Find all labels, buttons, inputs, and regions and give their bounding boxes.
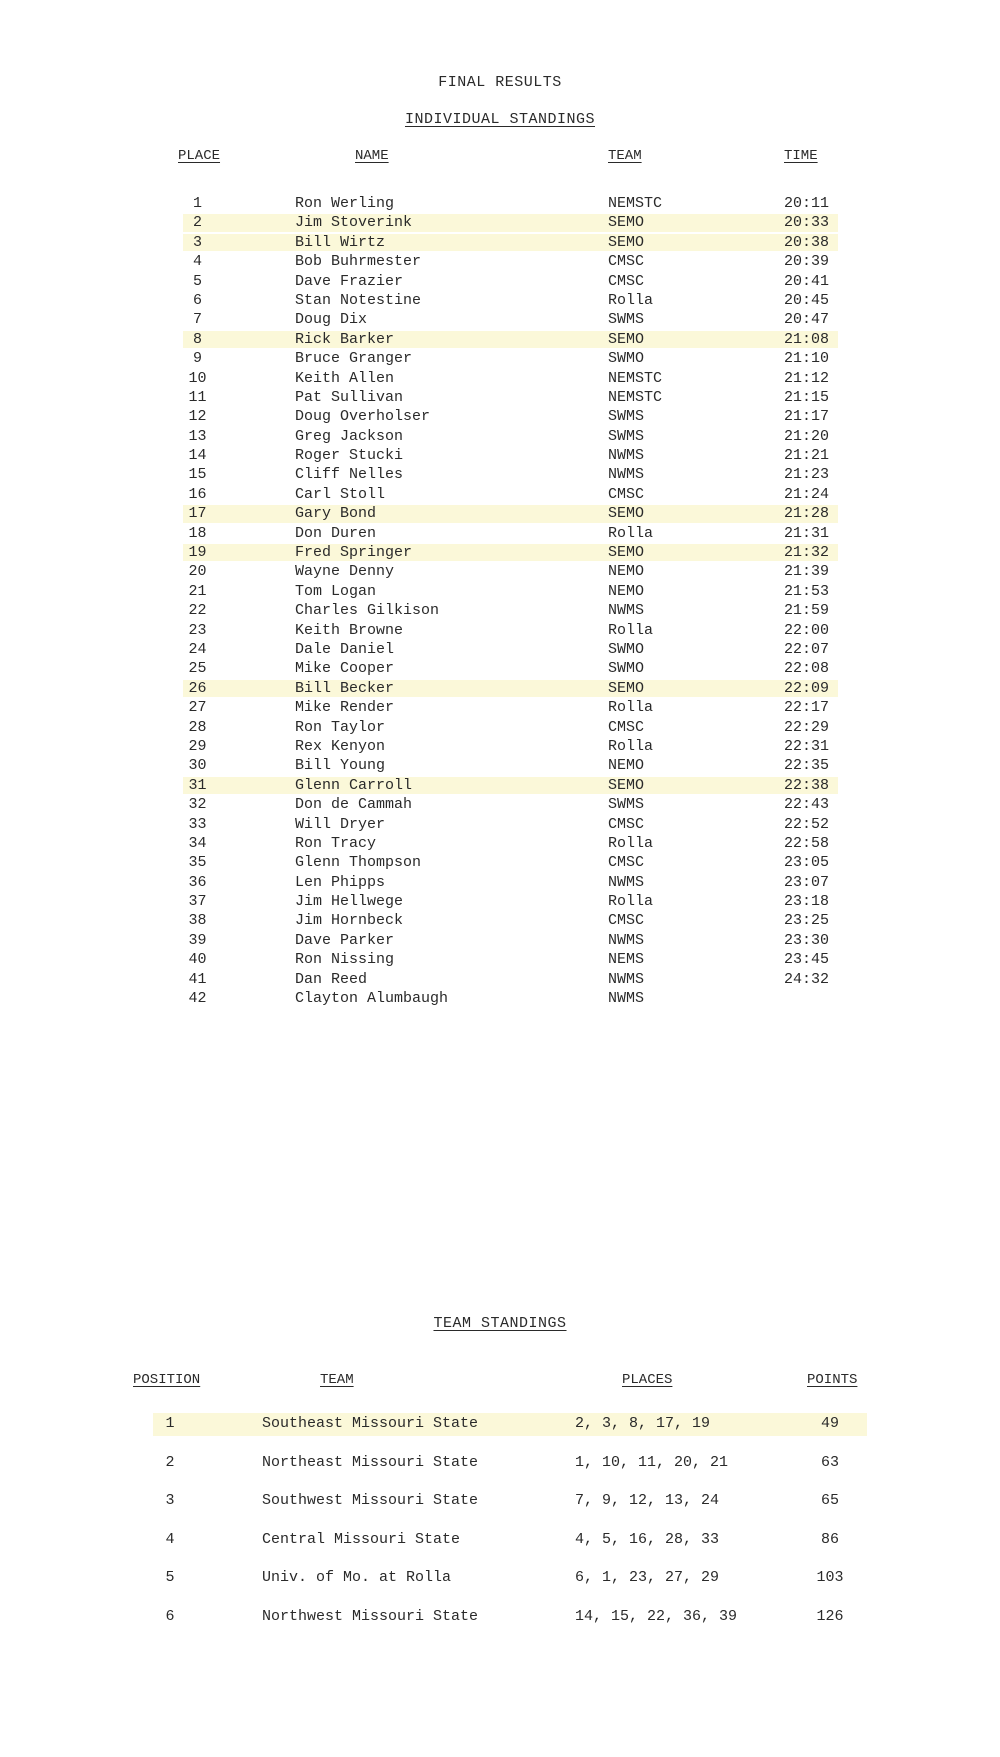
- row-highlight: [183, 214, 838, 231]
- place-cell: 27: [188, 699, 207, 717]
- team-cell: NWMS: [608, 466, 645, 484]
- place-cell: 7: [192, 311, 202, 329]
- name-cell: Will Dryer: [295, 815, 386, 833]
- name-cell: Stan Notestine: [295, 291, 422, 309]
- team-cell: NWMS: [608, 873, 645, 891]
- place-cell: 39: [188, 931, 207, 949]
- row-highlight: [183, 680, 838, 697]
- team-cell: CMSC: [608, 485, 645, 503]
- team-cell: NEMSTC: [608, 369, 663, 387]
- places-cell: 1, 10, 11, 20, 21: [575, 1453, 729, 1471]
- row-highlight: [183, 234, 838, 251]
- name-cell: Glenn Thompson: [295, 854, 422, 872]
- place-cell: 20: [188, 563, 207, 581]
- team-cell: CMSC: [608, 253, 645, 271]
- team-cell: SWMS: [608, 796, 645, 814]
- team-cell: CMSC: [608, 854, 645, 872]
- place-cell: 3: [192, 233, 202, 251]
- place-cell: 40: [188, 951, 207, 969]
- team-cell: NWMS: [608, 970, 645, 988]
- time-cell: 21:17: [784, 408, 830, 426]
- points-cell: 103: [816, 1569, 844, 1587]
- team-column-header: TEAM: [608, 148, 642, 164]
- team-cell: NWMS: [608, 931, 645, 949]
- place-cell: 9: [192, 350, 202, 368]
- name-cell: Fred Springer: [295, 544, 413, 562]
- name-cell: Charles Gilkison: [295, 602, 440, 620]
- table-row: [0, 834, 1000, 853]
- position-cell: 1: [165, 1415, 175, 1432]
- name-cell: Jim Stoverink: [295, 214, 413, 232]
- time-cell: 21:31: [784, 524, 830, 542]
- team-cell: NEMO: [608, 563, 645, 581]
- place-cell: 37: [188, 893, 207, 911]
- table-row: [0, 815, 1000, 834]
- name-cell: Glenn Carroll: [295, 776, 413, 794]
- table-row: [0, 853, 1000, 872]
- row-highlight: [183, 544, 838, 561]
- table-row: [0, 621, 1000, 640]
- team-cell: Rolla: [608, 737, 654, 755]
- table-row: [0, 272, 1000, 291]
- place-cell: 15: [188, 466, 207, 484]
- team-cell: Rolla: [608, 893, 654, 911]
- table-row: [0, 504, 1000, 523]
- team-cell: CMSC: [608, 272, 645, 290]
- time-column-header: TIME: [784, 148, 818, 164]
- place-cell: 35: [188, 854, 207, 872]
- team-name-cell: Univ. of Mo. at Rolla: [262, 1569, 452, 1587]
- name-cell: Jim Hornbeck: [295, 912, 404, 930]
- table-row: [0, 873, 1000, 892]
- team-name-cell: Southeast Missouri State: [262, 1415, 479, 1432]
- team-cell: NEMO: [608, 757, 645, 775]
- name-cell: Doug Overholser: [295, 408, 431, 426]
- individual-standings-heading: INDIVIDUAL STANDINGS: [404, 111, 596, 128]
- places-cell: 4, 5, 16, 28, 33: [575, 1530, 720, 1548]
- team-name-cell: Central Missouri State: [262, 1530, 461, 1548]
- time-cell: 20:41: [784, 272, 830, 290]
- name-cell: Ron Taylor: [295, 718, 386, 736]
- team-cell: NEMO: [608, 582, 645, 600]
- name-cell: Bruce Granger: [295, 350, 413, 368]
- time-cell: 21:10: [784, 350, 830, 368]
- time-cell: 21:28: [784, 505, 830, 523]
- time-cell: 22:09: [784, 679, 830, 697]
- place-cell: 30: [188, 757, 207, 775]
- time-cell: 23:07: [784, 873, 830, 891]
- table-row: [0, 989, 1000, 1008]
- name-cell: Bill Becker: [295, 679, 395, 697]
- name-cell: Bob Buhrmester: [295, 253, 422, 271]
- time-cell: 22:58: [784, 834, 830, 852]
- place-cell: 29: [188, 737, 207, 755]
- team-cell: NWMS: [608, 447, 645, 465]
- table-row: [0, 310, 1000, 329]
- place-cell: 17: [188, 505, 207, 523]
- team-cell: NEMS: [608, 951, 645, 969]
- place-cell: 38: [188, 912, 207, 930]
- team-cell: CMSC: [608, 912, 645, 930]
- time-cell: 20:39: [784, 253, 830, 271]
- name-cell: Gary Bond: [295, 505, 377, 523]
- team-cell: SEMO: [608, 330, 645, 348]
- time-cell: 21:08: [784, 330, 830, 348]
- table-row: [0, 698, 1000, 717]
- points-cell: 126: [816, 1607, 844, 1625]
- team-cell: SWMO: [608, 660, 645, 678]
- team-cell: NEMSTC: [608, 195, 663, 212]
- row-highlight: [183, 505, 838, 522]
- table-row: [0, 892, 1000, 911]
- team-cell: Rolla: [608, 291, 654, 309]
- time-cell: 22:38: [784, 776, 830, 794]
- name-cell: Wayne Denny: [295, 563, 395, 581]
- name-cell: Dan Reed: [295, 970, 368, 988]
- name-cell: Doug Dix: [295, 311, 368, 329]
- individual-standings-table: [0, 194, 1000, 1008]
- place-cell: 11: [188, 388, 207, 406]
- time-cell: 21:12: [784, 369, 830, 387]
- name-cell: Rick Barker: [295, 330, 395, 348]
- table-row: [0, 931, 1000, 950]
- team-cell: SEMO: [608, 776, 645, 794]
- document-title: FINAL RESULTS: [438, 74, 562, 91]
- name-cell: Mike Cooper: [295, 660, 395, 678]
- time-cell: 22:00: [784, 621, 830, 639]
- place-cell: 10: [188, 369, 207, 387]
- name-cell: Bill Wirtz: [295, 233, 386, 251]
- team-cell: NWMS: [608, 990, 645, 1008]
- time-cell: 22:43: [784, 796, 830, 814]
- name-cell: Ron Tracy: [295, 834, 377, 852]
- table-row: [0, 291, 1000, 310]
- team-cell: NEMSTC: [608, 388, 663, 406]
- place-cell: 21: [188, 582, 207, 600]
- points-cell: 49: [820, 1415, 839, 1432]
- place-cell: 16: [188, 485, 207, 503]
- time-cell: 23:25: [784, 912, 830, 930]
- table-row: [0, 1482, 1000, 1521]
- table-row: [0, 718, 1000, 737]
- team-name-column-header: TEAM: [320, 1372, 354, 1388]
- places-cell: 14, 15, 22, 36, 39: [575, 1607, 738, 1625]
- team-standings-heading: TEAM STANDINGS: [433, 1315, 567, 1332]
- time-cell: 23:05: [784, 854, 830, 872]
- time-cell: 21:39: [784, 563, 830, 581]
- table-row: [0, 1521, 1000, 1560]
- table-row: [0, 1444, 1000, 1483]
- name-cell: Rex Kenyon: [295, 737, 386, 755]
- team-cell: SEMO: [608, 544, 645, 562]
- position-cell: 2: [165, 1453, 175, 1471]
- name-cell: Dale Daniel: [295, 640, 395, 658]
- name-cell: Keith Allen: [295, 369, 395, 387]
- team-cell: SWMS: [608, 311, 645, 329]
- points-cell: 63: [820, 1453, 839, 1471]
- name-cell: Ron Werling: [295, 195, 395, 212]
- team-cell: Rolla: [608, 699, 654, 717]
- name-column-header: NAME: [355, 148, 389, 164]
- table-row: [0, 194, 1000, 213]
- points-cell: 86: [820, 1530, 839, 1548]
- place-column-header: PLACE: [178, 148, 221, 164]
- table-row: [0, 233, 1000, 252]
- place-cell: 13: [188, 427, 207, 445]
- row-highlight: [183, 331, 838, 348]
- time-cell: 22:31: [784, 737, 830, 755]
- team-cell: SEMO: [608, 505, 645, 523]
- place-cell: 19: [188, 544, 207, 562]
- table-row: [0, 640, 1000, 659]
- name-cell: Dave Frazier: [295, 272, 404, 290]
- table-row: [0, 252, 1000, 271]
- place-cell: 24: [188, 640, 207, 658]
- places-cell: 7, 9, 12, 13, 24: [575, 1492, 720, 1510]
- team-cell: Rolla: [608, 524, 654, 542]
- time-cell: 22:07: [784, 640, 830, 658]
- time-cell: 21:59: [784, 602, 830, 620]
- team-cell: SWMS: [608, 427, 645, 445]
- name-cell: Greg Jackson: [295, 427, 404, 445]
- time-cell: 20:47: [784, 311, 830, 329]
- row-highlight: [183, 777, 838, 794]
- time-cell: 23:18: [784, 893, 830, 911]
- table-row: [0, 776, 1000, 795]
- position-cell: 4: [165, 1530, 175, 1548]
- places-cell: 6, 1, 23, 27, 29: [575, 1569, 720, 1587]
- team-cell: SEMO: [608, 233, 645, 251]
- place-cell: 41: [188, 970, 207, 988]
- time-cell: 24:32: [784, 970, 830, 988]
- time-cell: 21:23: [784, 466, 830, 484]
- name-cell: Jim Hellwege: [295, 893, 404, 911]
- place-cell: 42: [188, 990, 207, 1008]
- position-cell: 6: [165, 1607, 175, 1625]
- time-cell: 20:38: [784, 233, 830, 251]
- team-cell: SWMO: [608, 640, 645, 658]
- place-cell: 18: [188, 524, 207, 542]
- time-cell: 21:53: [784, 582, 830, 600]
- place-cell: 25: [188, 660, 207, 678]
- place-cell: 31: [188, 776, 207, 794]
- team-name-cell: Northwest Missouri State: [262, 1607, 479, 1625]
- name-cell: Don de Cammah: [295, 796, 413, 814]
- name-cell: Len Phipps: [295, 873, 386, 891]
- time-cell: 22:08: [784, 660, 830, 678]
- place-cell: 2: [192, 214, 202, 232]
- points-cell: 65: [820, 1492, 839, 1510]
- place-cell: 32: [188, 796, 207, 814]
- time-cell: 21:32: [784, 544, 830, 562]
- table-row: [0, 659, 1000, 678]
- name-cell: Bill Young: [295, 757, 386, 775]
- table-row: [0, 970, 1000, 989]
- team-cell: Rolla: [608, 621, 654, 639]
- table-row: [0, 911, 1000, 930]
- time-cell: 21:20: [784, 427, 830, 445]
- table-row: [0, 950, 1000, 969]
- time-cell: 23:30: [784, 931, 830, 949]
- name-cell: Mike Render: [295, 699, 395, 717]
- time-cell: 22:17: [784, 699, 830, 717]
- time-cell: 20:45: [784, 291, 830, 309]
- place-cell: 36: [188, 873, 207, 891]
- table-row: [0, 737, 1000, 756]
- row-highlight: [153, 1413, 867, 1436]
- places-column-header: PLACES: [622, 1372, 673, 1388]
- place-cell: 4: [192, 253, 202, 271]
- table-row: [0, 407, 1000, 426]
- name-cell: Cliff Nelles: [295, 466, 404, 484]
- table-row: [0, 330, 1000, 349]
- place-cell: 5: [192, 272, 202, 290]
- place-cell: 6: [192, 291, 202, 309]
- table-row: [0, 1405, 1000, 1444]
- name-cell: Pat Sullivan: [295, 388, 404, 406]
- points-column-header: POINTS: [807, 1372, 858, 1388]
- time-cell: 23:45: [784, 951, 830, 969]
- place-cell: 14: [188, 447, 207, 465]
- time-cell: 21:15: [784, 388, 830, 406]
- table-row: [0, 213, 1000, 232]
- place-cell: 12: [188, 408, 207, 426]
- time-cell: 22:29: [784, 718, 830, 736]
- place-cell: 8: [192, 330, 202, 348]
- team-cell: CMSC: [608, 718, 645, 736]
- place-cell: 28: [188, 718, 207, 736]
- time-cell: 22:35: [784, 757, 830, 775]
- table-row: [0, 446, 1000, 465]
- name-cell: Ron Nissing: [295, 951, 395, 969]
- name-cell: Roger Stucki: [295, 447, 404, 465]
- name-cell: Clayton Alumbaugh: [295, 990, 449, 1008]
- table-row: [0, 427, 1000, 446]
- time-cell: 20:11: [784, 195, 830, 212]
- team-name-cell: Northeast Missouri State: [262, 1453, 479, 1471]
- place-cell: 23: [188, 621, 207, 639]
- table-row: [0, 1559, 1000, 1598]
- places-cell: 2, 3, 8, 17, 19: [575, 1415, 711, 1432]
- place-cell: 34: [188, 834, 207, 852]
- time-cell: 21:21: [784, 447, 830, 465]
- position-column-header: POSITION: [133, 1372, 201, 1388]
- time-cell: 22:52: [784, 815, 830, 833]
- table-row: [0, 795, 1000, 814]
- time-cell: 20:33: [784, 214, 830, 232]
- table-row: [0, 543, 1000, 562]
- table-row: [0, 388, 1000, 407]
- table-row: [0, 601, 1000, 620]
- name-cell: Tom Logan: [295, 582, 377, 600]
- table-row: [0, 369, 1000, 388]
- name-cell: Dave Parker: [295, 931, 395, 949]
- team-cell: Rolla: [608, 834, 654, 852]
- team-name-cell: Southwest Missouri State: [262, 1492, 479, 1510]
- position-cell: 5: [165, 1569, 175, 1587]
- table-row: [0, 349, 1000, 368]
- place-cell: 33: [188, 815, 207, 833]
- table-row: [0, 582, 1000, 601]
- place-cell: 1: [192, 195, 202, 212]
- team-cell: SWMS: [608, 408, 645, 426]
- table-row: [0, 465, 1000, 484]
- team-cell: NWMS: [608, 602, 645, 620]
- place-cell: 26: [188, 679, 207, 697]
- position-cell: 3: [165, 1492, 175, 1510]
- team-cell: SEMO: [608, 679, 645, 697]
- table-row: [0, 679, 1000, 698]
- time-cell: 21:24: [784, 485, 830, 503]
- team-cell: SEMO: [608, 214, 645, 232]
- table-row: [0, 524, 1000, 543]
- team-cell: SWMO: [608, 350, 645, 368]
- team-standings-table: [0, 1405, 1000, 1637]
- name-cell: Don Duren: [295, 524, 377, 542]
- table-row: [0, 1598, 1000, 1637]
- table-row: [0, 756, 1000, 775]
- team-cell: CMSC: [608, 815, 645, 833]
- name-cell: Keith Browne: [295, 621, 404, 639]
- table-row: [0, 562, 1000, 581]
- place-cell: 22: [188, 602, 207, 620]
- table-row: [0, 485, 1000, 504]
- name-cell: Carl Stoll: [295, 485, 386, 503]
